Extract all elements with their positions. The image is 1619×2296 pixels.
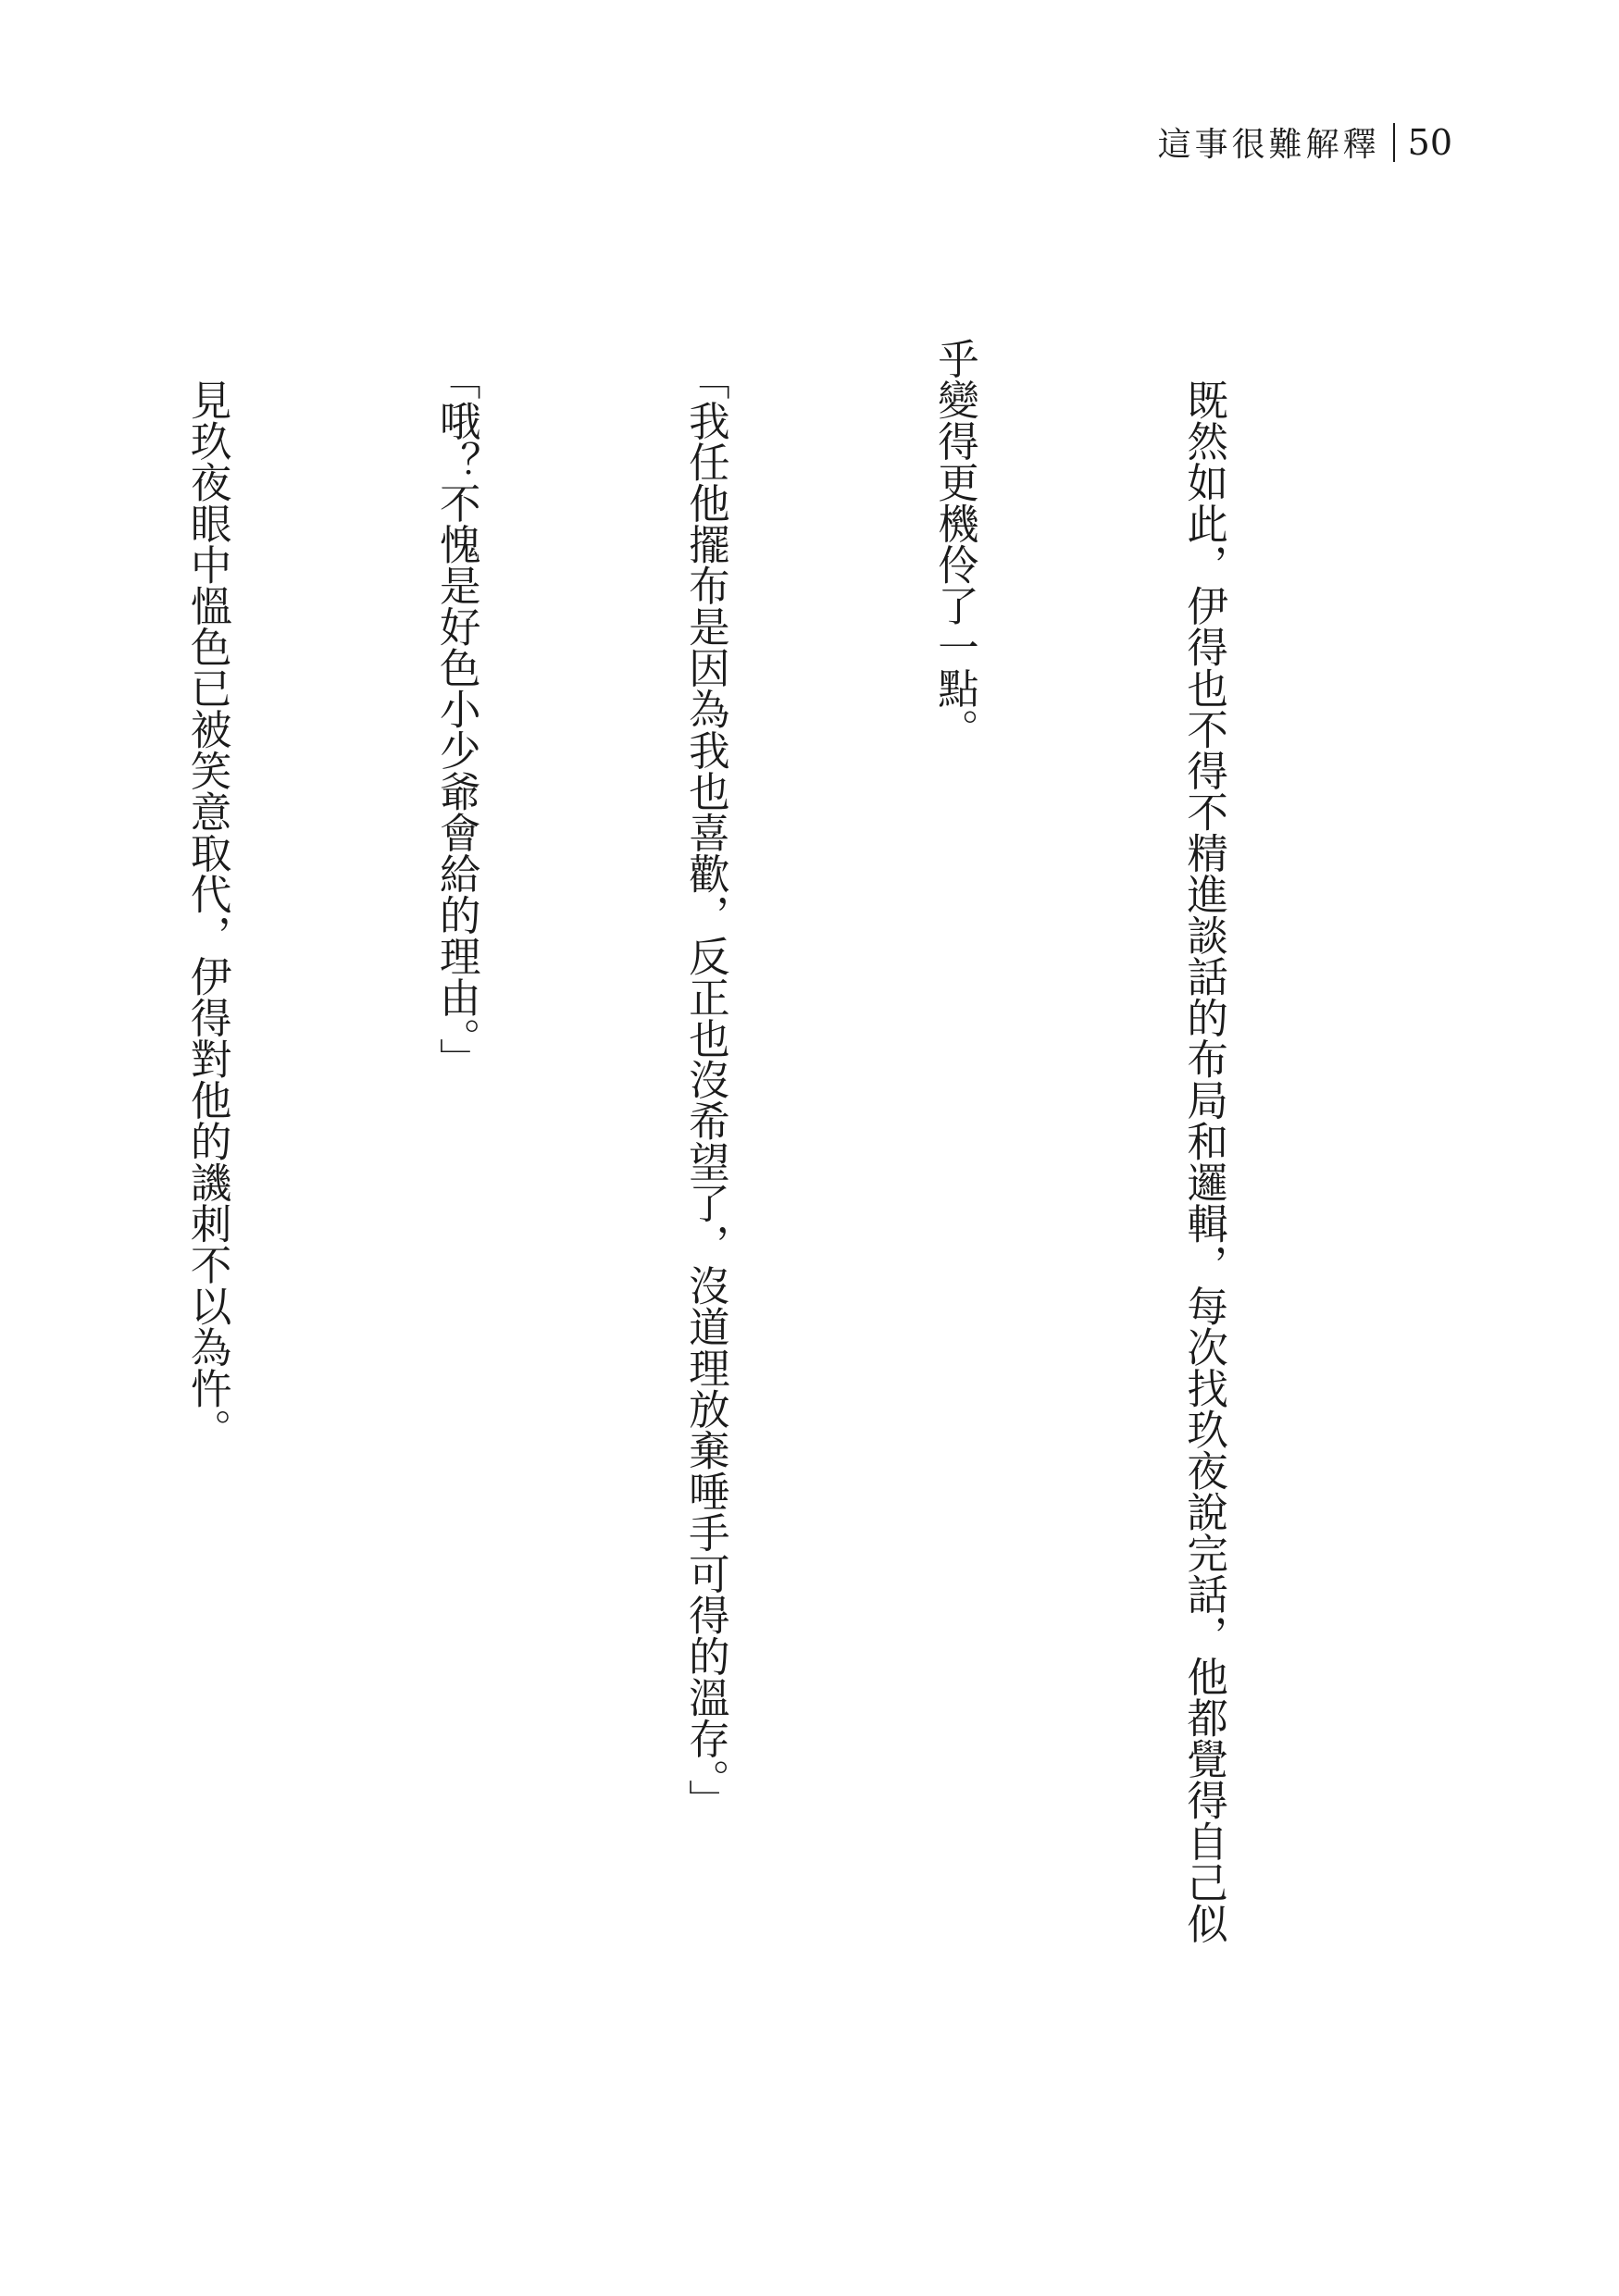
page-number: 50 [1407, 121, 1452, 163]
running-header [1158, 118, 1452, 166]
text-line: 既然如此，伊得也不得不精進談話的布局和邏輯，每次找玖夜說完話，他都覺得自己似 [1179, 338, 1227, 1944]
text-line: 乎變得更機伶了一點。 [930, 338, 978, 750]
vertical-body-text [0, 338, 1411, 2115]
text-line: 見玖夜眼中慍色已被笑意取代，伊得對他的譏刺不以為忤。 [183, 338, 231, 1450]
text-line: 「哦？不愧是好色小少爺會給的理由。」 [432, 338, 480, 1079]
text-line: 「我任他擺布是因為我也喜歡，反正也沒希望了，沒道理放棄唾手可得的溫存。」 [681, 338, 729, 1820]
header-divider [1393, 123, 1395, 162]
chapter-title: 這事很難解釋 [1157, 126, 1380, 164]
